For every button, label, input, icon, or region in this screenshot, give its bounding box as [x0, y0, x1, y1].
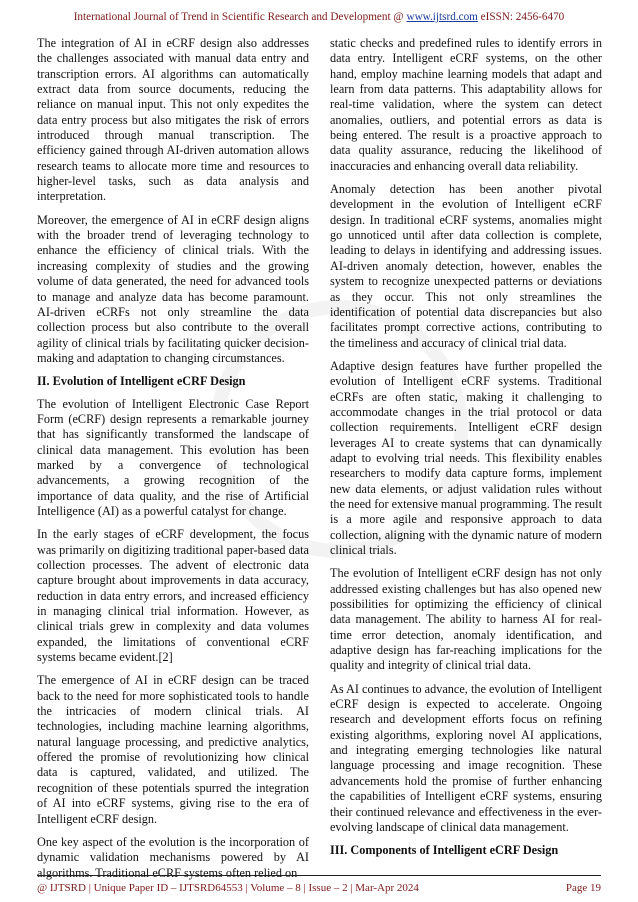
paragraph: Anomaly detection has been another pivotal development in the evolution of Intelligent eCRF design. In traditional eCRF systems, anomalies might go unnoticed until after data collection is complete, leading to delays in identifying and addressing issues. AI-driven anomaly detection, however, enables the system to recognize unexpected patterns or deviations as they occur. This not only streamlines the identification of potential data discrepancies but also facilitates prompt corrective actions, contributing to the timeliness and accuracy of clinical trial data.: [330, 182, 602, 350]
paragraph: In the early stages of eCRF development, the focus was primarily on digitizing traditional paper-based data collection processes. The advent of electronic data capture brought about improvements in data accuracy, reduction in data entry errors, and increased efficiency in managing clinical trial information. However, as clinical trials grew in complexity and data volumes expanded, the limitations of conventional eCRF systems became evident.[2]: [37, 527, 309, 665]
page-number: Page 19: [565, 882, 601, 894]
paragraph: The evolution of Intelligent eCRF design has not only addressed existing challenges but has also opened new possibilities for optimizing the efficiency of clinical data management. The ability to harness AI for real-time error detection, anomaly identification, and adaptive design has far-reaching implications for the quality and integrity of clinical trial data.: [330, 566, 602, 673]
paragraph: As AI continues to advance, the evolution of Intelligent eCRF design is expected to accelerate. Ongoing research and development efforts focus on refining existing algorithms, exploring novel AI applications, and integrating emerging technologies like natural language processing and image recognition. These advancements hold the promise of further enhancing the capabilities of Intelligent eCRF systems, ensuring their continued relevance and effectiveness in the ever-evolving landscape of clinical data management.: [330, 681, 602, 834]
paragraph: One key aspect of the evolution is the incorporation of dynamic validation mechanisms powered by AI algorithms. Traditional eCRF systems often relied on: [37, 834, 309, 880]
paragraph: static checks and predefined rules to identify errors in data entry. Intelligent eCRF systems, on the other hand, employ machine learning models that adapt and learn from data patterns. This adaptability allows for real-time validation, where the system can detect anomalies, outliers, and potential errors as data is being entered. The result is a proactive approach to data quality assurance, reducing the likelihood of inaccuracies and enhancing overall data reliability.: [330, 36, 602, 173]
journal-url-link[interactable]: www.ijtsrd.com: [406, 11, 478, 23]
header-prefix: International Journal of Trend in Scientific Research and Development @: [73, 11, 407, 23]
section-heading-components: III. Components of Intelligent eCRF Design: [330, 843, 559, 858]
paragraph: The emergence of AI in eCRF design can be traced back to the need for more sophisticated tools to handle the intricacies of modern clinical trials. AI technologies, including machine learning algorithms, natural language processing, and predictive analytics, offered the promise of revolutionizing how clinical data is captured, validated, and utilized. The recognition of these potentials spurred the integration of AI into eCRF systems, giving rise to the era of Intelligent eCRF design.: [37, 673, 309, 826]
footer-paper-info: @ IJTSRD | Unique Paper ID – IJTSRD64553 | Volume – 8 | Issue – 2 | Mar-Apr 2024: [37, 882, 419, 894]
header-issn: eISSN: 2456-6470: [477, 11, 565, 23]
paragraph: The evolution of Intelligent Electronic Case Report Form (eCRF) design represents a remarkable journey that has significantly transformed the landscape of clinical data management. This evolution has been marked by a convergence of technological advancements, a growing recognition of the importance of data quality, and the rise of Artificial Intelligence (AI) as a powerful catalyst for change.: [37, 396, 309, 518]
footer-divider: [37, 875, 601, 876]
journal-header: [0, 11, 638, 23]
section-heading-evolution: II. Evolution of Intelligent eCRF Design: [37, 374, 246, 389]
right-column: [330, 36, 602, 866]
paragraph: The integration of AI in eCRF design also addresses the challenges associated with manual data entry and transcription errors. AI algorithms can automatically extract data from source documents, reducing the reliance on manual input. This not only expedites the data entry process but also mitigates the risk of errors introduced through manual transcription. The efficiency gained through AI-driven automation allows research teams to allocate more time and resources to higher-level tasks, such as data analysis and interpretation.: [37, 36, 309, 204]
paragraph: Moreover, the emergence of AI in eCRF design aligns with the broader trend of leveraging technology to enhance the efficiency of clinical trials. With the increasing complexity of studies and the growing volume of data generated, the need for advanced tools to manage and analyze data has become paramount. AI-driven eCRFs not only streamline the data collection process but also contribute to the overall agility of clinical trials by facilitating quicker decision-making and adaptation to changing circumstances.: [37, 212, 309, 365]
left-column: [37, 36, 309, 889]
paragraph: Adaptive design features have further propelled the evolution of Intelligent eCRF systems. Traditional eCRFs are often static, making it challenging to accommodate changes in the trial protocol or data collection requirements. Intelligent eCRF design leverages AI to create systems that can dynamically adapt to evolving trial needs. This flexibility enables researchers to modify data capture forms, implement new data elements, or adjust validation rules without the need for extensive manual programming. The result is a more agile and responsive approach to data collection, aligning with the dynamic nature of modern clinical trials.: [330, 358, 602, 557]
